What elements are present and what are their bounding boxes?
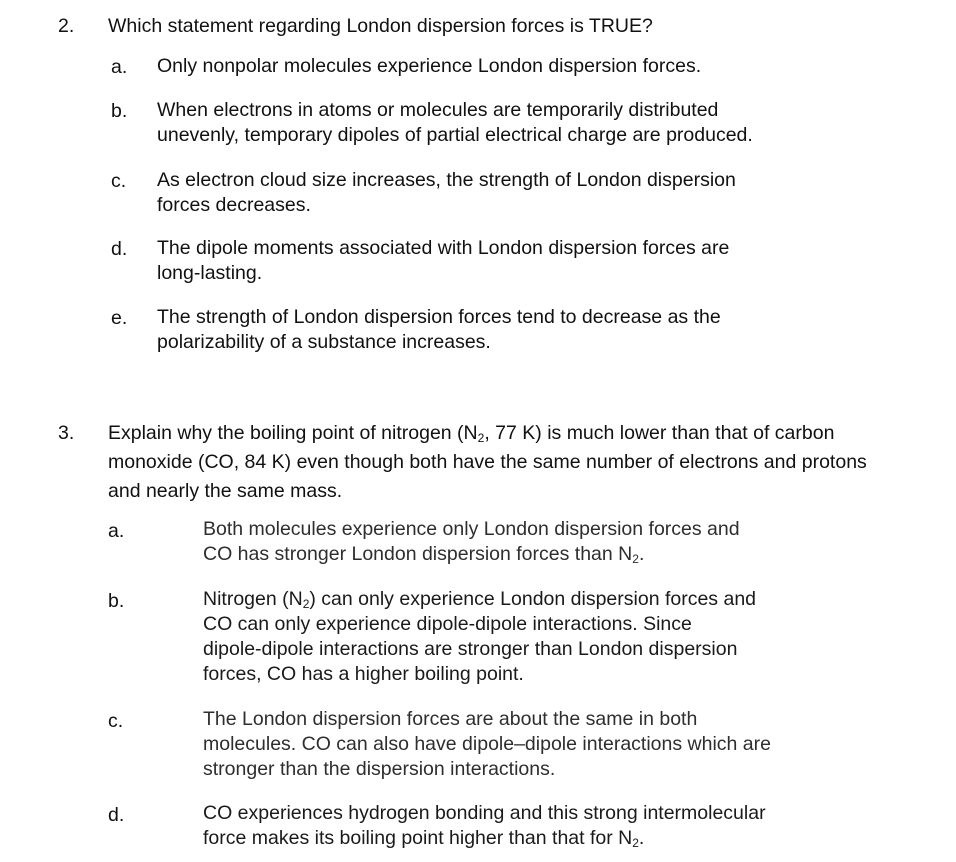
q3-option-a-text: Both molecules experience only London dispersion forces and CO has stronger London dispersion forces than $N_2$. — [203, 518, 740, 566]
q3-option-a-letter: a. — [108, 520, 125, 542]
q2-option-e-letter: e. — [111, 307, 128, 329]
question-3-stem: Explain why the boiling point of nitrogen ($N_2$, 77 K) is much lower than that of carbon monoxide (CO, 84 K) even though both have the same number of electrons and protons and nearly the same mass. — [108, 422, 867, 502]
q2-option-c-letter: c. — [111, 170, 127, 192]
q2-option-d-text: The dipole moments associated with London dispersion forces are long-lasting. — [157, 237, 730, 284]
q3-option-b-letter: b. — [108, 590, 125, 612]
question-2-number: 2. — [58, 15, 75, 37]
q3-option-d-text: CO experiences hydrogen bonding and this strong intermolecular force makes its boiling point higher than that for $N_2$. — [203, 802, 766, 850]
q2-option-c-text: As electron cloud size increases, the strength of London dispersion forces decreases. — [157, 169, 736, 216]
q2-option-e-text: The strength of London dispersion forces tend to decrease as the polarizability of a substance increases. — [157, 306, 721, 353]
q2-option-a-text: Only nonpolar molecules experience London dispersion forces. — [157, 55, 702, 77]
question-2-stem: Which statement regarding London dispersion forces is TRUE? — [108, 15, 653, 37]
q2-option-a-letter: a. — [111, 56, 128, 78]
q3-option-b-text: Nitrogen $(N_2)$ can only experience London dispersion forces and CO can only experience dipole-dipole interactions. Since dipole-dipole interactions are stronger than London dispersion forces, CO has a higher boiling point. — [203, 588, 757, 685]
q3-option-c-text: The London dispersion forces are about the same in both molecules. CO can also have dipole–dipole interactions which are stronger than the dispersion interactions. — [203, 708, 771, 780]
q2-option-d-letter: d. — [111, 238, 128, 260]
q2-option-b-text: When electrons in atoms or molecules are temporarily distributed unevenly, temporary dipoles of partial electrical charge are produced. — [157, 99, 753, 146]
q3-option-d-letter: d. — [108, 804, 125, 826]
question-3-number: 3. — [58, 422, 75, 444]
q2-option-b-letter: b. — [111, 100, 128, 122]
q3-option-c-letter: c. — [108, 710, 124, 732]
